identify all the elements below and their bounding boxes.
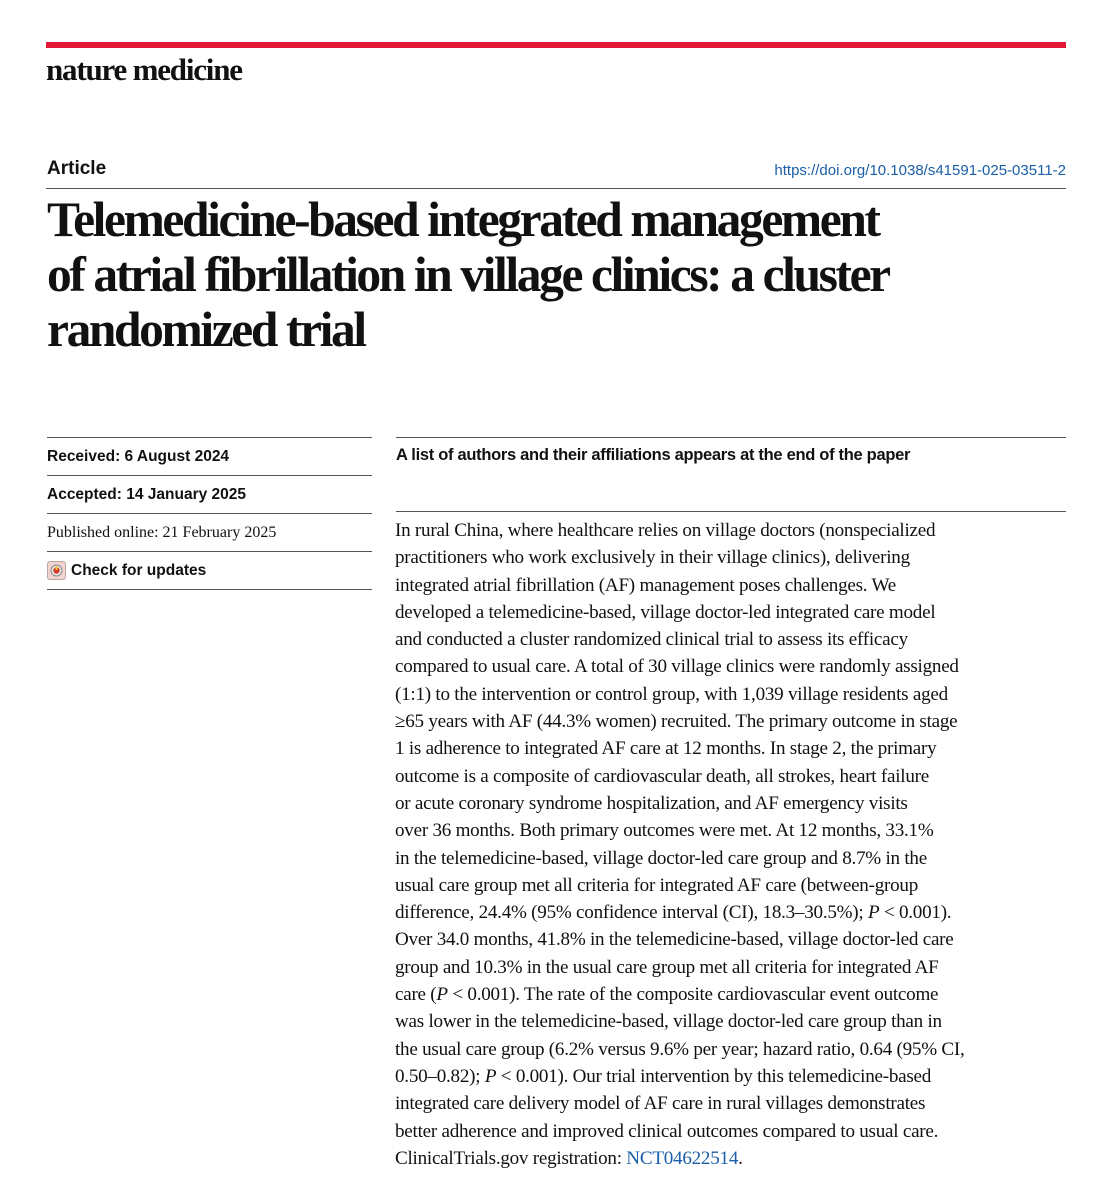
abstract-line: care (	[395, 984, 437, 1006]
abstract-line: integrated atrial fibrillation (AF) management poses challenges. We	[395, 574, 896, 596]
abstract-line: practitioners who work exclusively in their village clinics), delivering	[395, 547, 910, 569]
p-value-symbol: P	[868, 902, 880, 924]
abstract-line: difference, 24.4% (95% confidence interval (CI), 18.3–30.5%);	[395, 902, 864, 924]
check-for-updates-icon	[47, 561, 66, 580]
authors-affiliations-note: A list of authors and their affiliations appears at the end of the paper	[396, 446, 911, 464]
abstract-line: the usual care group (6.2% versus 9.6% per year; hazard ratio, 0.64 (95% CI,	[395, 1038, 965, 1060]
abstract-line: developed a telemedicine-based, village doctor-led integrated care model	[395, 601, 936, 623]
published-date: Published online: 21 February 2025	[47, 524, 277, 541]
abstract-line: was lower in the telemedicine-based, village doctor-led care group than in	[395, 1011, 942, 1033]
article-history	[47, 437, 372, 590]
abstract-line: 0.50–0.82);	[395, 1065, 481, 1087]
doi-link[interactable]: https://doi.org/10.1038/s41591-025-03511-2	[774, 162, 1066, 179]
p-value-symbol: P	[436, 984, 448, 1006]
abstract-line: Over 34.0 months, 41.8% in the telemedicine-based, village doctor-led care	[395, 929, 954, 951]
article-type-label: Article	[47, 158, 107, 179]
journal-name[interactable]: nature medicine	[46, 52, 242, 87]
check-for-updates-label: Check for updates	[71, 562, 207, 579]
abstract-line: group and 10.3% in the usual care group met all criteria for integrated AF	[395, 956, 939, 978]
abstract-line: integrated care delivery model of AF care in rural villages demonstrates	[395, 1093, 926, 1115]
abstract-line: ≥65 years with AF (44.3% women) recruited. The primary outcome in stage	[395, 711, 958, 733]
header-divider	[46, 188, 1066, 189]
abstract-line: In rural China, where healthcare relies on village doctors (nonspecialized	[395, 520, 936, 541]
abstract-line: better adherence and improved clinical outcomes compared to usual care.	[395, 1120, 939, 1142]
abstract-line: (1:1) to the intervention or control group, with 1,039 village residents aged	[395, 683, 948, 705]
abstract-line: over 36 months. Both primary outcomes were met. At 12 months, 33.1%	[395, 820, 934, 842]
abstract-line: usual care group met all criteria for integrated AF care (between-group	[395, 874, 918, 896]
check-for-updates-button[interactable]	[47, 552, 372, 589]
title-line: Telemedicine-based integrated management	[47, 192, 879, 247]
abstract-line: outcome is a composite of cardiovascular death, all strokes, heart failure	[395, 765, 929, 787]
abstract-line: in the telemedicine-based, village doctor-led care group and 8.7% in the	[395, 847, 927, 869]
abstract-line: compared to usual care. A total of 30 village clinics were randomly assigned	[395, 656, 959, 678]
abstract-divider	[396, 511, 1066, 512]
p-value-symbol: P	[484, 1065, 497, 1087]
abstract-line: < 0.001). The rate of the composite cardiovascular event outcome	[447, 984, 939, 1006]
abstract-line: 1 is adherence to integrated AF care at 12 months. In stage 2, the primary	[395, 738, 937, 760]
abstract-line: .	[738, 1147, 743, 1169]
authors-divider	[396, 437, 1066, 438]
abstract-line: ClinicalTrials.gov registration:	[395, 1147, 622, 1169]
abstract-line: < 0.001). Our trial intervention by this telemedicine-based	[496, 1065, 932, 1087]
abstract-line: and conducted a cluster randomized clinical trial to assess its efficacy	[395, 629, 908, 651]
title-line: of atrial fibrillation in village clinics: a cluster	[47, 247, 889, 302]
accepted-date: Accepted: 14 January 2025	[47, 486, 247, 503]
trial-registration-link[interactable]: NCT04622514	[626, 1147, 739, 1169]
title-line: randomized trial	[47, 302, 365, 357]
abstract-line: or acute coronary syndrome hospitalization, and AF emergency visits	[395, 792, 908, 814]
abstract-text	[395, 517, 1065, 1172]
received-date: Received: 6 August 2024	[47, 448, 230, 465]
article-title	[47, 192, 1077, 357]
journal-brand-bar	[46, 42, 1066, 48]
meta-divider	[47, 589, 372, 590]
abstract-line: < 0.001).	[879, 902, 952, 924]
